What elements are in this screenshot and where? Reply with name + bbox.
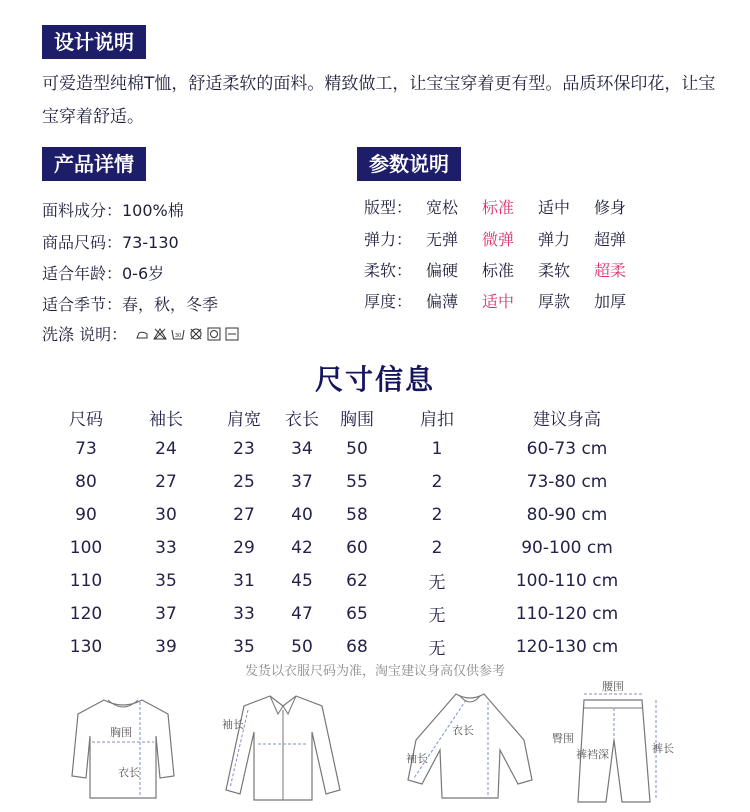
param-label: 版型： [364,198,413,217]
size-cell: 35 [155,570,177,591]
size-cell: 34 [291,438,313,459]
shirt-diagram [218,680,348,805]
size-row [56,432,642,465]
size-table-header [56,402,642,432]
details-section-title: 产品详情 [42,147,146,181]
param-option-selected: 适中 [482,292,515,311]
size-row [56,597,642,630]
pants-length-label: 裤长 [652,742,674,755]
param-option: 厚款 [538,292,571,311]
size-cell: 120 [69,603,103,624]
size-note: 发货以衣服尺码为准，淘宝建议身高仅供参考 [244,664,505,679]
param-option: 柔软 [538,261,571,280]
size-cell: 120-130 cm [515,636,619,657]
size-header-cell: 衣长 [285,409,319,430]
size-cell: 24 [155,438,177,459]
tumble-dry-icon [207,327,221,341]
size-cell: 40 [291,504,313,525]
size-cell: 110 [69,570,103,591]
care-label: 洗涤 说明： [42,325,128,344]
param-option: 宽松 [426,198,459,217]
param-option: 加厚 [594,292,627,311]
no-bleach-icon [153,327,167,341]
size-header-cell: 尺码 [69,409,103,430]
size-table [56,402,642,663]
size-cell: 73-80 cm [526,471,608,492]
size-cell: 2 [431,537,443,558]
raglan-sleeve-label: 袖长 [406,752,428,765]
size-cell: 47 [291,603,313,624]
param-option-selected: 微弹 [482,230,515,249]
size-cell: 50 [291,636,313,657]
design-section-title: 设计说明 [42,25,146,59]
param-row [364,258,650,281]
size-cell: 65 [346,603,368,624]
size-cell: 73 [75,438,97,459]
age-spec: 适合年龄：0-6岁 [42,264,165,283]
size-header-cell: 肩扣 [420,409,454,430]
shirt-sleeve-label: 袖长 [222,718,244,731]
param-option: 修身 [594,198,627,217]
param-row [364,195,650,218]
size-cell: 100 [69,537,103,558]
care-icons [135,327,239,341]
size-cell: 37 [155,603,177,624]
size-cell: 33 [155,537,177,558]
size-cell: 1 [431,438,443,459]
size-header-cell: 肩宽 [227,409,261,430]
size-cell: 27 [233,504,255,525]
size-cell: 42 [291,537,313,558]
svg-text:30: 30 [174,332,182,339]
size-cell: 60-73 cm [526,438,608,459]
param-label: 柔软： [364,261,413,280]
pants-diagram [548,680,688,805]
size-cell: 80-90 cm [526,504,608,525]
size-row [56,564,642,597]
pants-rise-label: 裤裆深 [576,748,609,761]
size-cell: 100-110 cm [515,570,619,591]
size-cell: 2 [431,471,443,492]
size-cell: 62 [346,570,368,591]
param-row [364,289,650,312]
size-row [56,498,642,531]
param-option-selected: 标准 [482,198,515,217]
size-cell: 无 [428,573,446,593]
size-cell: 90-100 cm [521,537,613,558]
size-cell: 80 [75,471,97,492]
size-header-cell: 袖长 [149,409,183,430]
pants-waist-label: 腰围 [602,680,624,693]
size-cell: 30 [155,504,177,525]
size-cell: 55 [346,471,368,492]
dry-flat-icon [225,327,239,341]
size-cell: 45 [291,570,313,591]
size-cell: 60 [346,537,368,558]
size-header-cell: 胸围 [340,409,374,430]
care-instructions [42,322,239,345]
param-option: 偏硬 [426,261,459,280]
no-dryclean-icon [189,327,203,341]
wash-30-icon [171,327,185,341]
size-code-spec: 商品尺码：73-130 [42,233,179,252]
size-row [56,465,642,498]
season-spec: 适合季节：春，秋，冬季 [42,295,219,314]
size-cell: 33 [233,603,255,624]
param-row [364,227,650,250]
param-option: 无弹 [426,230,459,249]
param-label: 弹力： [364,230,413,249]
iron-icon [135,327,149,341]
size-cell: 39 [155,636,177,657]
size-cell: 无 [428,639,446,659]
size-cell: 58 [346,504,368,525]
size-cell: 130 [69,636,103,657]
size-row [56,531,642,564]
params-section-title: 参数说明 [357,147,461,181]
param-option: 弹力 [538,230,571,249]
fabric-spec: 面料成分：100%棉 [42,201,184,220]
raglan-diagram [400,680,540,805]
param-option: 标准 [482,261,515,280]
size-cell: 31 [233,570,255,591]
size-cell: 无 [428,606,446,626]
size-cell: 23 [233,438,255,459]
size-cell: 25 [233,471,255,492]
size-header-cell: 建议身高 [533,409,601,430]
param-option: 偏薄 [426,292,459,311]
size-cell: 90 [75,504,97,525]
tshirt-length-label: 衣长 [118,766,140,779]
pants-hip-label: 臀围 [552,732,574,745]
size-info-title: 尺寸信息 [314,363,435,396]
tshirt-diagram [68,680,178,805]
size-row [56,630,642,663]
param-option: 超弹 [594,230,627,249]
param-option: 适中 [538,198,571,217]
size-cell: 35 [233,636,255,657]
size-cell: 110-120 cm [515,603,619,624]
size-cell: 37 [291,471,313,492]
tshirt-chest-label: 胸围 [110,726,132,739]
size-cell: 29 [233,537,255,558]
size-table-body [56,432,642,663]
size-cell: 2 [431,504,443,525]
param-label: 厚度： [364,292,413,311]
raglan-length-label: 衣长 [452,724,474,737]
param-option-selected: 超柔 [594,261,627,280]
size-cell: 68 [346,636,368,657]
size-cell: 50 [346,438,368,459]
design-description: 可爱造型纯棉T恤，舒适柔软的面料。精致做工，让宝宝穿着更有型。品质环保印花，让宝宝穿着舒适。 [42,74,716,127]
size-cell: 27 [155,471,177,492]
